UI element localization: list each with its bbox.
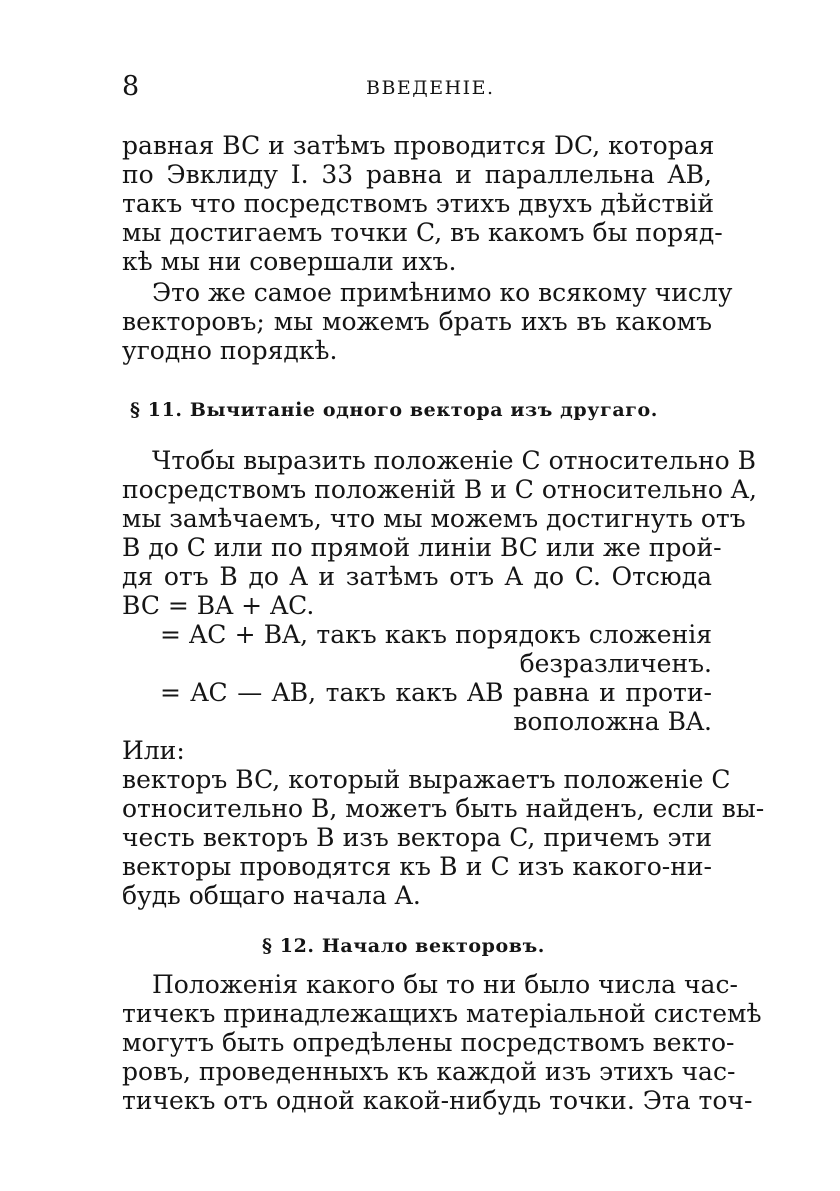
text-line: Или: bbox=[122, 736, 185, 765]
text-line: мы достигаемъ точки C, въ какомъ бы поряд- bbox=[122, 218, 723, 247]
text-line: такъ что посредствомъ этихъ двухъ дѣйствій bbox=[122, 189, 715, 218]
text-line: будь общаго начала A. bbox=[122, 881, 421, 910]
equation-line: = AC + BA, такъ какъ порядокъ сложенія bbox=[160, 620, 712, 649]
text-line: по Эвклиду I. 33 равна и параллельна AB, bbox=[122, 160, 712, 189]
text-line: векторовъ; мы можемъ брать ихъ въ какомъ bbox=[122, 307, 712, 336]
text-line: тичекъ отъ одной какой-нибудь точки. Эта точ- bbox=[122, 1086, 753, 1115]
equation-line: BC = BA + AC. bbox=[122, 591, 315, 620]
equation-line: = AC — AB, такъ какъ AB равна и проти- bbox=[160, 678, 712, 707]
text-line: относительно B, можетъ быть найденъ, если вы- bbox=[122, 794, 765, 823]
text-line: тичекъ принадлежащихъ матеріальной системѣ bbox=[122, 999, 762, 1028]
text-line: Это же самое примѣнимо ко всякому числу bbox=[152, 278, 733, 307]
text-line: мы замѣчаемъ, что мы можемъ достигнуть отъ bbox=[122, 504, 746, 533]
section-heading-12: § 12. Начало векторовъ. bbox=[262, 935, 545, 957]
text-line: равная BC и затѣмъ проводится DC, которая bbox=[122, 131, 715, 160]
section-heading-11: § 11. Вычитаніе одного вектора изъ другаго. bbox=[130, 399, 658, 421]
text-line: кѣ мы ни совершали ихъ. bbox=[122, 247, 457, 276]
text-line: посредствомъ положеній B и C относительно A, bbox=[122, 475, 757, 504]
text-line: векторъ BC, который выражаетъ положеніе C bbox=[122, 765, 731, 794]
text-line: угодно порядкѣ. bbox=[122, 336, 338, 365]
text-line: векторы проводятся къ B и C изъ какого-ни- bbox=[122, 852, 712, 881]
equation-continuation: воположна BA. bbox=[513, 707, 712, 736]
text-line: ровъ, проведенныхъ къ каждой изъ этихъ час- bbox=[122, 1057, 736, 1086]
page-number: 8 bbox=[122, 71, 140, 102]
text-line: B до C или по прямой линіи BC или же прой- bbox=[122, 533, 722, 562]
text-line: дя отъ B до A и затѣмъ отъ A до C. Отсюда bbox=[122, 562, 712, 591]
equation-continuation: безразличенъ. bbox=[519, 649, 712, 678]
text-line: могутъ быть опредѣлены посредствомъ векто- bbox=[122, 1028, 735, 1057]
text-line: Чтобы выразить положеніе C относительно B bbox=[152, 446, 756, 475]
running-title: ВВЕДЕНІЕ. bbox=[366, 77, 495, 99]
text-line: Положенія какого бы то ни было числа час- bbox=[152, 970, 738, 999]
text-line: честь векторъ B изъ вектора C, причемъ эти bbox=[122, 823, 712, 852]
